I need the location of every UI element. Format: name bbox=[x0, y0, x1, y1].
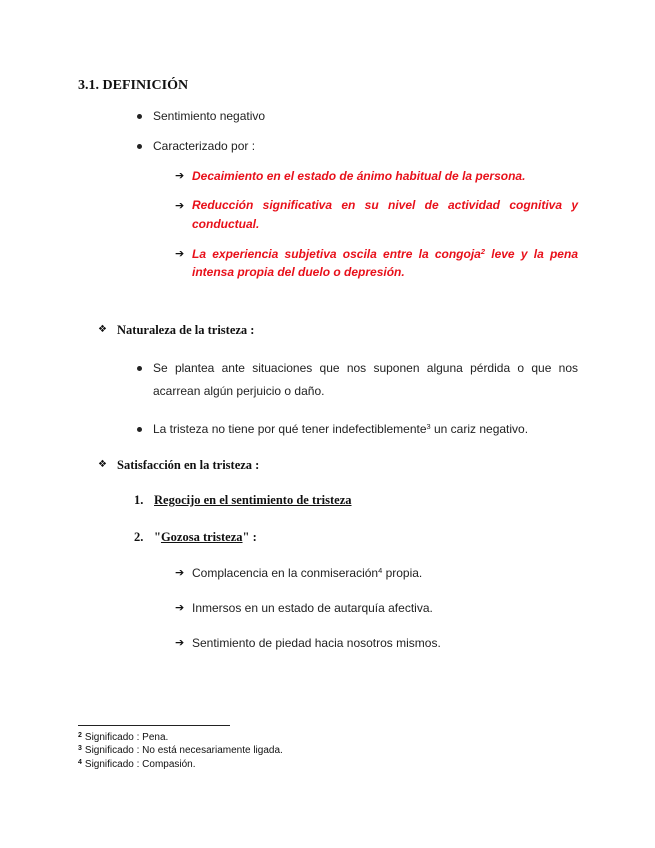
footnote-ref: 2 bbox=[480, 246, 485, 256]
definition-item-text: Sentimiento negativo bbox=[153, 109, 266, 123]
characteristic-text: Reducción significativa en su nivel de actividad cognitiva y conductual. bbox=[192, 198, 578, 231]
sub-item-text bbox=[192, 565, 578, 581]
numbered-item bbox=[134, 492, 578, 508]
arrow-right-icon bbox=[175, 168, 189, 184]
characteristic-text: Decaimiento en el estado de ánimo habitual de la persona. bbox=[192, 169, 526, 183]
footnote bbox=[78, 744, 478, 757]
bullet-icon bbox=[137, 427, 142, 432]
bullet-icon bbox=[137, 144, 142, 149]
sub-item-text-part: propia. bbox=[382, 566, 423, 580]
numbered-item bbox=[134, 529, 578, 545]
footnote-mark: 2 bbox=[78, 732, 82, 739]
definition-item bbox=[137, 138, 578, 154]
nature-section-title bbox=[98, 322, 578, 338]
close-quote: " : bbox=[242, 530, 257, 544]
footnote-ref: 3 bbox=[426, 421, 431, 431]
characteristic-text-part: leve y la pena intensa propia del duelo o depresión. bbox=[192, 247, 578, 279]
satisfaction-title-text: Satisfacción en la tristeza : bbox=[117, 458, 260, 472]
footnote-text: Significado : Pena. bbox=[84, 732, 169, 743]
diamond-bullet-icon bbox=[98, 457, 107, 473]
footnote-text: Significado : No está necesariamente ligada. bbox=[84, 745, 283, 756]
satisfaction-section-title bbox=[98, 457, 578, 473]
diamond-bullet-icon bbox=[98, 322, 107, 338]
arrow-right-icon bbox=[175, 565, 189, 581]
item-number: 2. bbox=[134, 530, 144, 544]
footnote-ref: 4 bbox=[378, 565, 383, 575]
characteristic-text-part: La experiencia subjetiva oscila entre la congoja bbox=[192, 247, 481, 261]
nature-point bbox=[137, 357, 578, 403]
nature-point bbox=[137, 421, 578, 437]
arrow-right-icon bbox=[175, 600, 189, 616]
numbered-item-label-text: Gozosa tristeza bbox=[160, 530, 243, 544]
footnote-separator bbox=[78, 725, 230, 726]
characteristic-text bbox=[192, 245, 578, 281]
numbered-item-label bbox=[154, 529, 578, 545]
characteristic-item bbox=[175, 245, 578, 281]
arrow-right-icon bbox=[175, 635, 189, 651]
definition-item-text: Caracterizado por : bbox=[153, 139, 256, 153]
open-quote: " bbox=[154, 530, 161, 544]
sub-item bbox=[175, 600, 578, 616]
footnote bbox=[78, 758, 478, 771]
nature-point-text-part: un cariz negativo. bbox=[430, 422, 529, 436]
characteristic-item bbox=[175, 196, 578, 234]
arrow-right-icon bbox=[175, 245, 189, 263]
sub-item-text-part: Complacencia en la conmiseración bbox=[192, 566, 379, 580]
sub-item-text: Inmersos en un estado de autarquía afectiva. bbox=[192, 601, 433, 615]
nature-point-text: Se plantea ante situaciones que nos suponen alguna pérdida o que nos acarrean algún perjuicio o daño. bbox=[153, 361, 578, 398]
nature-point-text-part: La tristeza no tiene por qué tener indefectiblemente bbox=[153, 422, 427, 436]
footnote-mark: 4 bbox=[78, 759, 82, 766]
nature-point-text bbox=[153, 421, 578, 437]
sub-item-text: Sentimiento de piedad hacia nosotros mismos. bbox=[192, 636, 441, 650]
sub-item bbox=[175, 565, 578, 581]
footnote-text: Significado : Compasión. bbox=[84, 759, 196, 770]
footnote-mark: 3 bbox=[78, 745, 82, 752]
arrow-right-icon bbox=[175, 196, 189, 215]
item-number: 1. bbox=[134, 493, 144, 507]
section-heading: 3.1. DEFINICIÓN bbox=[78, 78, 189, 93]
characteristic-item bbox=[175, 168, 578, 184]
sub-item bbox=[175, 635, 578, 651]
footnote bbox=[78, 731, 478, 744]
bullet-icon bbox=[137, 366, 142, 371]
bullet-icon bbox=[137, 114, 142, 119]
numbered-item-label: Regocijo en el sentimiento de tristeza bbox=[154, 493, 352, 507]
nature-title-text: Naturaleza de la tristeza : bbox=[117, 323, 255, 337]
definition-item bbox=[137, 108, 578, 124]
